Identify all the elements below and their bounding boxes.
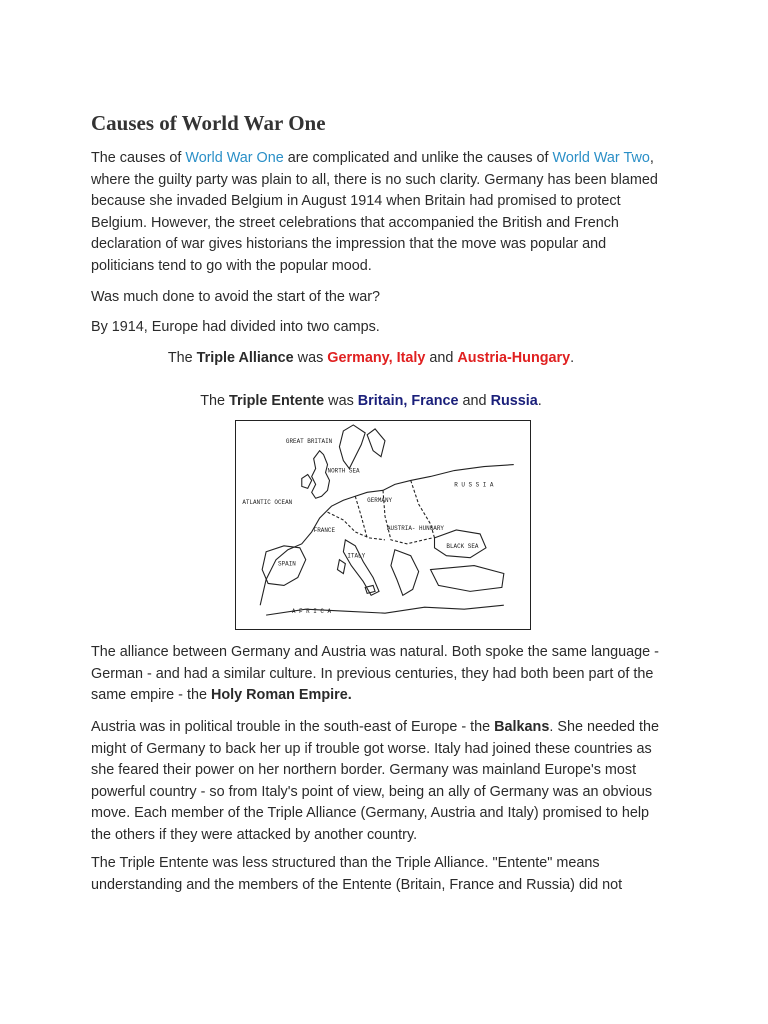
entente-members-a: Britain, France bbox=[357, 393, 459, 409]
holy-roman-empire: Holy Roman Empire. bbox=[210, 687, 352, 703]
map-label-austria: AUSTRIA- HUNGARY bbox=[386, 524, 444, 532]
page-title: Causes of World War One bbox=[91, 111, 326, 135]
map-label-north-sea: NORTH SEA bbox=[327, 467, 360, 475]
triple-alliance-name: Triple Alliance bbox=[196, 350, 294, 366]
triple-alliance-line: The Triple Alliance was Germany, Italy and Austria-Hungary. bbox=[167, 350, 575, 366]
map-label-atlantic: ATLANTIC OCEAN bbox=[242, 499, 293, 507]
question-paragraph: Was much done to avoid the start of the war? bbox=[91, 289, 381, 305]
world-war-two-link[interactable]: World War Two bbox=[552, 150, 650, 166]
triple-entente-name: Triple Entente bbox=[229, 393, 325, 409]
intro-paragraph: The causes of World War One are complicated and unlike the causes of World War Two, where the guilty party was plain to all, there is no such clarity. Germany has been blamed because she invaded Belgium in August 1914 when Britain had promised to protect Belgium. However, the street celebrations that accompanied the British and French declaration of war gives historians the impression that the move was popular and politicians tend to go with the popular mood. bbox=[91, 150, 658, 274]
europe-map-drawing bbox=[236, 421, 530, 629]
map-label-spain: SPAIN bbox=[278, 560, 296, 568]
entente-paragraph: The Triple Entente was less structured than the Triple Alliance. "Entente" means understanding and the members of the Entente (Britain, France and Russia) did not bbox=[91, 855, 623, 893]
map-label-germany: GERMANY bbox=[367, 497, 393, 505]
map-label-italy: ITALY bbox=[347, 552, 366, 560]
entente-members-b: Russia bbox=[490, 393, 538, 409]
camps-paragraph: By 1914, Europe had divided into two camps. bbox=[91, 319, 380, 335]
world-war-one-link[interactable]: World War One bbox=[185, 150, 284, 166]
alliance-members-b: Austria-Hungary bbox=[457, 350, 571, 366]
map-label-russia: R U S S I A bbox=[454, 481, 494, 489]
map-label-gb: GREAT BRITAIN bbox=[285, 437, 333, 445]
austria-paragraph: Austria was in political trouble in the south-east of Europe - the Balkans. She needed the might of Germany to back her up if trouble got worse. Italy had joined these countries as she feared their power on her northern border. Germany was mainland Europe's most powerful country - so from Italy's point of view, being an ally of Germany was an obvious move. Each member of the Triple Alliance (Germany, Austria and Italy) promised to help the others if they were attacked by another country. bbox=[91, 719, 659, 843]
map-label-africa: A F R I C A bbox=[291, 608, 332, 616]
balkans: Balkans bbox=[494, 719, 550, 735]
alliance-members-a: Germany, Italy bbox=[327, 350, 426, 366]
triple-entente-line: The Triple Entente was Britain, France and Russia. bbox=[200, 393, 542, 409]
map-label-black-sea: BLACK SEA bbox=[446, 542, 479, 550]
europe-map bbox=[235, 420, 531, 630]
map-label-france: FRANCE bbox=[313, 526, 336, 534]
alliance-paragraph: The alliance between Germany and Austria was natural. Both spoke the same language - German - and had a similar culture. In previous centuries, they had both been part of the same empire - the Holy Roman Empire. bbox=[91, 644, 659, 703]
